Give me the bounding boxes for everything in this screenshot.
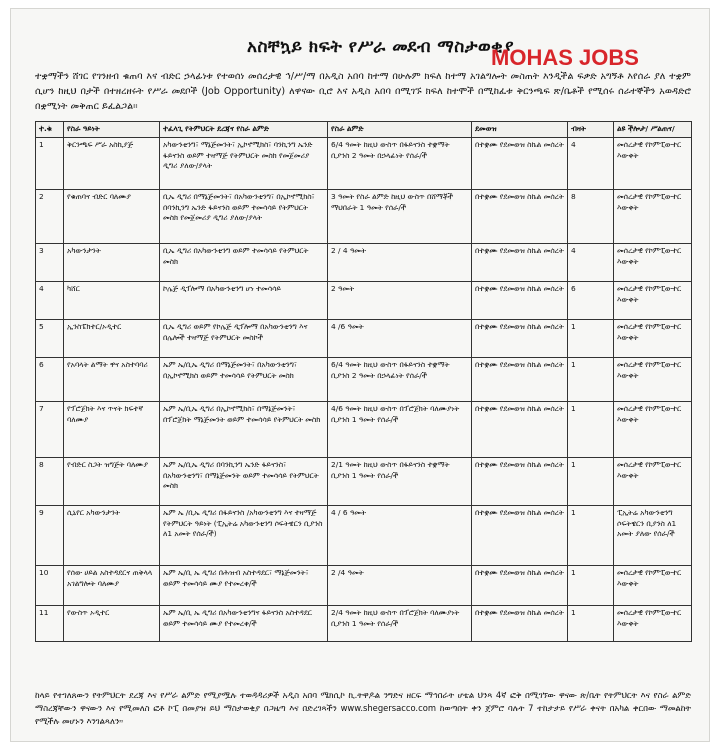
cell-job-type: የውስጥ ኦዲተር (64, 606, 160, 642)
cell-salary: በተቋሙ የደመወዝ ስኬል መሰረት (472, 506, 568, 566)
cell-special-skill: መሰረታዊ የኮምፒውተር እውቀት (614, 566, 692, 606)
cell-no: 3 (36, 244, 64, 282)
cell-education: ቢኤ ዲግሪ በማኔጅመንት፣ በአካውንቲንግ፣ በኢኮኖሚክስ፣ በባንኪንግ ኤንድ ፋይናንስ ወይም ተመሳሳይ የትምህርት መስክ የመጀመሪያ ዲግሪ ያለው/ያላት (160, 190, 328, 244)
cell-education: ኤም ኤ/ቢኤ ዲግሪ በማኔጅመንት፣ በአካውንቲንግ፣ በኢኮኖሚክስ ወይም ተመሳሳይ የትምህርት መስክ (160, 358, 328, 402)
cell-education: ኤም ኤ/ቢ ኤ ዲግሪ በአካውንቲንግና ፋይናንስ አስተዳደር ወይም ተመሳሳይ ሙያ የተመረቀ/ች (160, 606, 328, 642)
table-row (36, 402, 692, 458)
cell-education: ኤም ኤ/ቢ ኤ ዲግሪ በሕዝብ አስተዳደር፣ ማኔጅመንት፣ ወይም ተመሳሳይ ሙያ የተመረቀ/ች (160, 566, 328, 606)
cell-experience: 4 / 6 ዓመት (328, 506, 472, 566)
header-salary: ደመወዝ (472, 122, 568, 138)
table-row (36, 606, 692, 642)
cell-experience: 4/6 ዓመት ከዚህ ውስጥ በፕሮጀክት ባለሙያነት ቢያንስ 1 ዓመት የሰራ/ች (328, 402, 472, 458)
table-row (36, 244, 692, 282)
table-row (36, 138, 692, 190)
cell-special-skill: መሰረታዊ የኮምፒውተር እውቀት (614, 320, 692, 358)
table-header (36, 122, 692, 138)
header-job-type: የስራ ዓይነት (64, 122, 160, 138)
cell-job-type: ኢንስፔክተር/ኦዲተር (64, 320, 160, 358)
cell-job-type: የአባላት ልማት ዋና አስተባባሪ (64, 358, 160, 402)
cell-experience: 2/4 ዓመት ከዚህ ውስጥ በፕሮጀክት ባለሙያነት ቢያንስ 1 ዓመት የሰራ/ች (328, 606, 472, 642)
cell-education: ኮሌጅ ዲፕሎማ በአካውንቲንግ ሆነ ተመሳሳይ (160, 282, 328, 320)
cell-no: 4 (36, 282, 64, 320)
cell-education: ቢኤ ዲግሪ በአካውንቲንግ ወይም ተመሳሳይ የትምህርት መስክ (160, 244, 328, 282)
cell-special-skill: መሰረታዊ የኮምፒውተር እውቀት (614, 190, 692, 244)
cell-special-skill: መሰረታዊ የኮምፒውተር እውቀት (614, 402, 692, 458)
cell-education: አካውንቲንግ፣ ማኔጅመንት፣ ኢኮኖሚክስ፣ ባንኪንግ ኤንድ ፋይናንስ ወይም ተዛማጅ የትምህርት መስክ የመጀመሪያ ዲግሪ ያለው/ያላት (160, 138, 328, 190)
table-row (36, 358, 692, 402)
cell-job-type: ካሸር (64, 282, 160, 320)
cell-quantity: 8 (568, 190, 614, 244)
header-special-skill: ልዩ ችሎታ/ ሥልጠና/ (614, 122, 692, 138)
header-education: ተፈላጊ የትምህርት ደረጃና የስራ ልምድ (160, 122, 328, 138)
page-title: አስቸኳይ ክፍት የሥራ መደብ ማስታወቂያ (247, 37, 514, 57)
cell-education: ኤም ኤ/ቢኤ ዲግሪ በኢኮኖሚክስ፣ በማኔጅመንት፣ በፕሮጀክት ማኔጅመንት ወይም ተመሳሳይ የትምህርት መስክ (160, 402, 328, 458)
cell-special-skill: መሰረታዊ የኮምፒውተር እውቀት (614, 606, 692, 642)
table-body (36, 138, 692, 642)
cell-special-skill: መሰረታዊ የኮምፒውተር እውቀት (614, 282, 692, 320)
header-no: ተ.ቁ (36, 122, 64, 138)
cell-experience: 2 / 4 ዓመት (328, 244, 472, 282)
vacancy-table (35, 121, 692, 642)
cell-education: ኤም ኤ/ቢኤ ዲግሪ በባንኪንግ ኤንድ ፋይናንስ፣ በአካውንቲንግ፣ በማኔጅመንት ወይም ተመሳሳይ የትምህርት መስክ (160, 458, 328, 506)
cell-quantity: 1 (568, 320, 614, 358)
cell-job-type: የቁጠባና ብድር ባለሙያ (64, 190, 160, 244)
cell-experience: 6/4 ዓመት ከዚህ ውስጥ በፋይናንስ ተቋማት ቢያንስ 2 ዓመት በኃላፊነት የሰራ/ች (328, 358, 472, 402)
table-row (36, 320, 692, 358)
footer-instructions: ከላይ የተገለጸውን የትምህርት ደረጃ እና የሥራ ልምድ የሚያሟሉ ተወዳዳሪዎች አዲስ አበባ ሜክሲኮ ኪ.ትዋዶል ንግድና ዘርፍ ማኅበራት ሆቴል ህንጻ 4ኛ ፎቅ በሚገኘው ዋናው ጽ/ቤት የትምህርት እና የስራ ልምድ ማስረጃቸውን ዋናውን እና የሚመለስ ፎቶ ኮፒ በመያዝ ይህ ማስታወቂያ በጋዜጣ እና በድረገጻችን www.shegersacco.com ከወጣበት ቀን ጀምሮ ባሉት 7 ተከታታይ የሥራ ቀናት በአካል ቀርበው ማመልከት የሚችሉ መሆኑን እንገልጻለን። (35, 690, 691, 726)
cell-no: 5 (36, 320, 64, 358)
table-row (36, 190, 692, 244)
table-row (36, 282, 692, 320)
cell-experience: 2/1 ዓመት ከዚህ ውስጥ በፋይናንስ ተቋማት ቢያንስ 1 ዓመት የሰራ/ች (328, 458, 472, 506)
job-advertisement-page (10, 8, 710, 742)
cell-quantity: 1 (568, 458, 614, 506)
cell-special-skill: መሰረታዊ የኮምፒውተር እውቀት (614, 244, 692, 282)
cell-quantity: 4 (568, 244, 614, 282)
cell-no: 7 (36, 402, 64, 458)
table-row (36, 458, 692, 506)
cell-special-skill: ፒኢትሬ አካውንቲንግ ሶፍትዌርን ቢያንስ ለ1 አመት ያለው የሰራ/ች (614, 506, 692, 566)
cell-experience: 4 /6 ዓመት (328, 320, 472, 358)
cell-job-type: የሰው ሀይል አስተዳደርና ጠቅላላ አገልግሎት ባለሙያ (64, 566, 160, 606)
cell-no: 2 (36, 190, 64, 244)
cell-no: 8 (36, 458, 64, 506)
cell-experience: 2 ዓመት (328, 282, 472, 320)
header-row (36, 122, 692, 138)
cell-quantity: 1 (568, 358, 614, 402)
cell-salary: በተቋሙ የደመወዝ ስኬል መሰረት (472, 458, 568, 506)
cell-no: 9 (36, 506, 64, 566)
cell-no: 11 (36, 606, 64, 642)
cell-salary: በተቋሙ የደመወዝ ስኬል መሰረት (472, 566, 568, 606)
cell-salary: በተቋሙ የደመወዝ ስኬል መሰረት (472, 190, 568, 244)
cell-quantity: 1 (568, 506, 614, 566)
cell-quantity: 4 (568, 138, 614, 190)
table-row (36, 566, 692, 606)
cell-education: ኤም ኤ /ቢኤ ዲግሪ በፋይናንስ /አካውንቲንግ እና ተዛማጅ የትምህርት ዓይነት (ፒኢትሬ አካውንቲንግ ሶፍትዌርን ቢያንስ ለ1 አመት የሰራ/ች) (160, 506, 328, 566)
cell-salary: በተቋሙ የደመወዝ ስኬል መሰረት (472, 138, 568, 190)
cell-salary: በተቋሙ የደመወዝ ስኬል መሰረት (472, 320, 568, 358)
cell-job-type: የፕሮጀክት እና ጥናት ክፍተኛ ባለሙያ (64, 402, 160, 458)
cell-quantity: 1 (568, 402, 614, 458)
cell-special-skill: መሰረታዊ የኮምፒውተር እውቀት (614, 458, 692, 506)
cell-no: 10 (36, 566, 64, 606)
cell-no: 1 (36, 138, 64, 190)
brand-watermark: MOHAS JOBS (491, 45, 639, 70)
cell-job-type: አካውንታንት (64, 244, 160, 282)
cell-experience: 6/4 ዓመት ከዚህ ውስጥ በፋይናንስ ተቋማት ቢያንስ 2 ዓመት በኃላፊነት የሰራ/ች (328, 138, 472, 190)
cell-education: ቢኤ ዲግሪ ወይም የኮሌጅ ዲፕሎማ በአካውንቲንግ እና በሌሎች ተዛማጅ የትምህርት መስኮች (160, 320, 328, 358)
cell-salary: በተቋሙ የደመወዝ ስኬል መሰረት (472, 606, 568, 642)
cell-quantity: 1 (568, 606, 614, 642)
table-row (36, 506, 692, 566)
cell-quantity: 1 (568, 566, 614, 606)
cell-job-type: የብድር ስጋት ዝግጅት ባለሙያ (64, 458, 160, 506)
cell-experience: 2 /4 ዓመት (328, 566, 472, 606)
cell-special-skill: መሰረታዊ የኮምፒውተር እውቀት (614, 138, 692, 190)
intro-paragraph: ተቋማችን ሸገር የገንዘብ ቁጠባ እና ብድር ኃላፊነቱ የተወሰነ መሰረታዊ ኅ/ሥ/ማ በአዲስ አበባ ከተማ በሁሉም ክፍለ ከተማ አገልግሎት መስጠት እንዲችል ፍቃድ አግኝቶ እየሰራ ያለ ተቋም ሲሆን ከዚህ በታች በተዘረዘሩት የሥራ መደቦች (Job Opportunity) ለዋናው ቢሮ እና አዲስ አበባ በሚገኙ ክፍለ ከተሞች በሚከፈቱ ቅርንጫፍ ጽ/ቤቶች የሚሰሩ ሰራተኞችን አወዳድሮ በቋሚነት መቅጠር ይፈልጋል። (35, 71, 691, 112)
header-experience: የስራ ልምድ (328, 122, 472, 138)
cell-quantity: 6 (568, 282, 614, 320)
header-quantity: ብዛት (568, 122, 614, 138)
cell-salary: በተቋሙ የደመወዝ ስኬል መሰረት (472, 282, 568, 320)
cell-no: 6 (36, 358, 64, 402)
cell-experience: 3 ዓመት የስራ ልምድ ከዚህ ውስጥ በሸማቾች ማህበራት 1 ዓመት የሰራ/ች (328, 190, 472, 244)
cell-job-type: ቅርንጫፍ ሥራ አስኪያጅ (64, 138, 160, 190)
cell-job-type: ሲኒየር አካውንታንት (64, 506, 160, 566)
cell-salary: በተቋሙ የደመወዝ ስኬል መሰረት (472, 402, 568, 458)
cell-salary: በተቋሙ የደመወዝ ስኬል መሰረት (472, 244, 568, 282)
cell-salary: በተቋሙ የደመወዝ ስኬል መሰረት (472, 358, 568, 402)
cell-special-skill: መሰረታዊ የኮምፒውተር እውቀት (614, 358, 692, 402)
